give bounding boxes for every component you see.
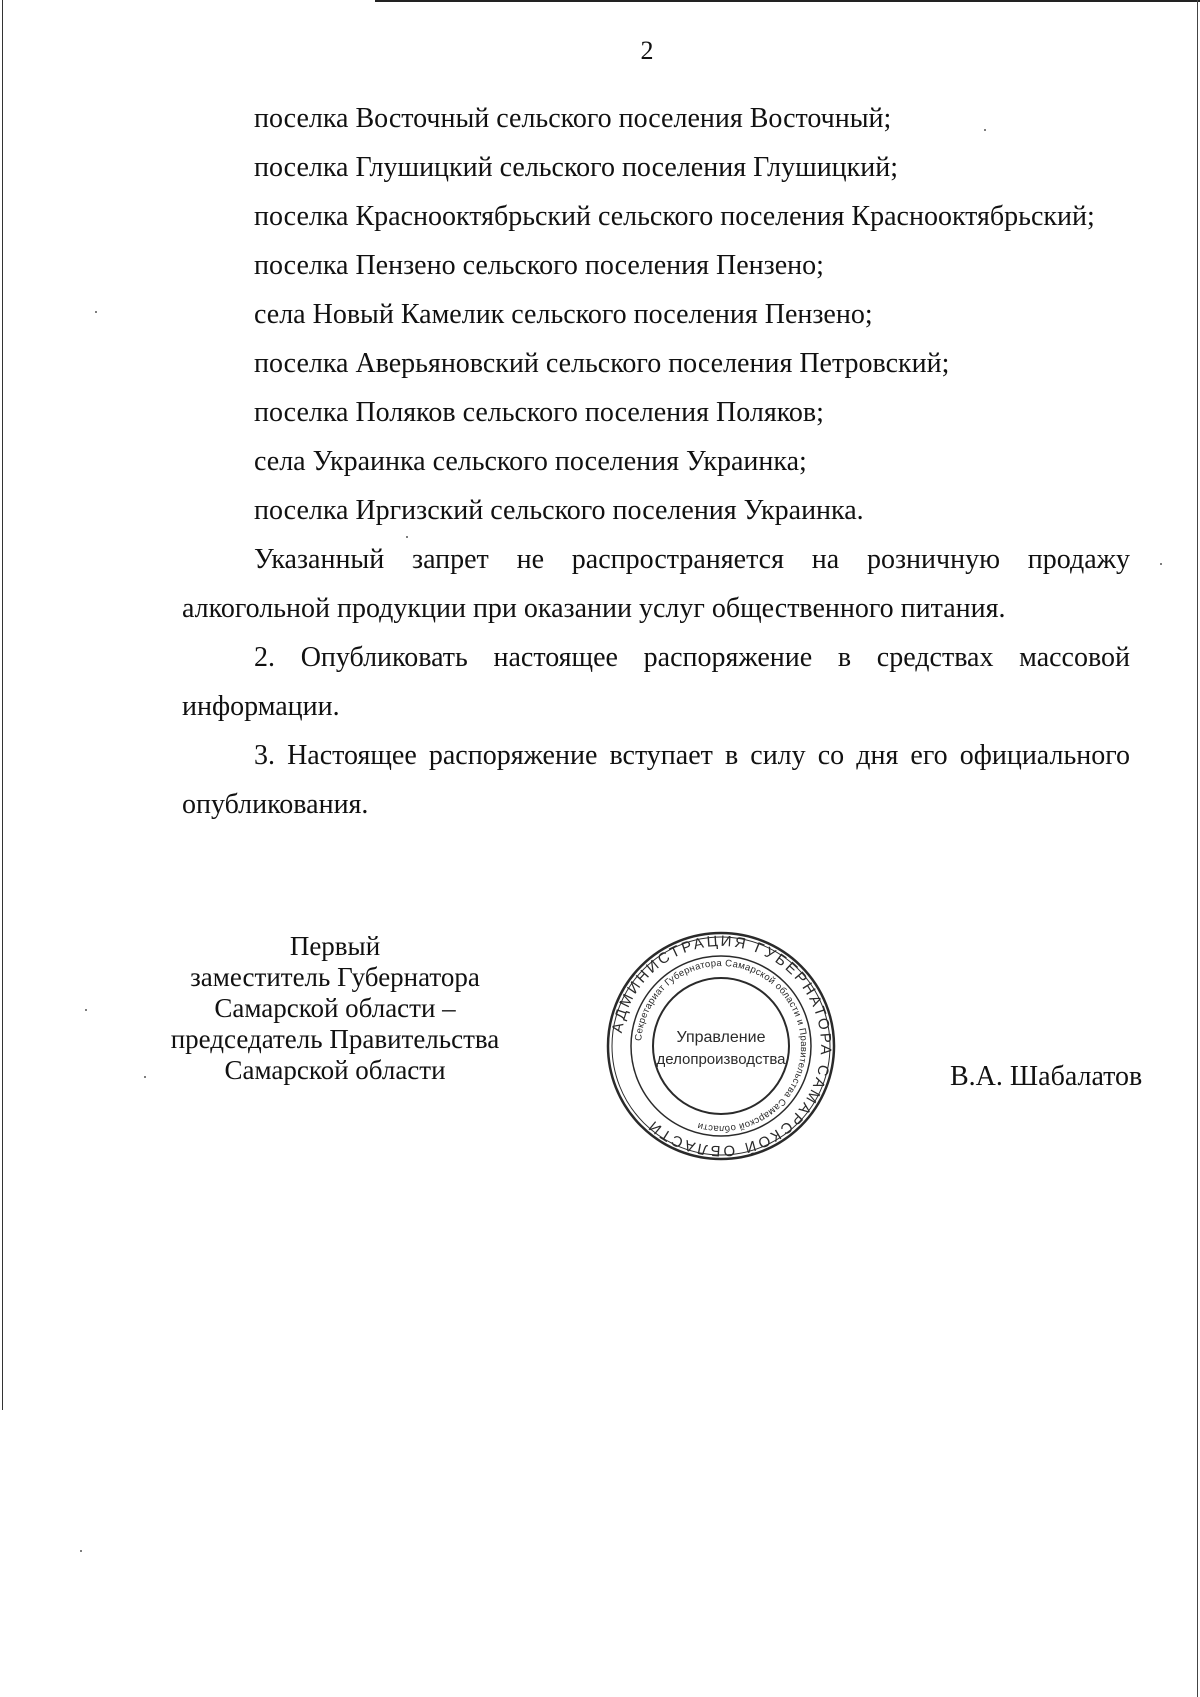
list-item: поселка Иргизский сельского поселения Украинка.	[254, 495, 864, 526]
scan-right-edge	[1197, 0, 1198, 1697]
paragraph-continuation: опубликования.	[182, 789, 369, 820]
scan-speck	[1160, 563, 1162, 565]
scan-speck	[406, 536, 408, 538]
seal-inner-text: Секретариат Губернатора Самарской области и Правительства Самарской области	[633, 957, 810, 1135]
seal-middle-ring	[631, 956, 811, 1136]
signer-title	[160, 931, 510, 1086]
paragraph-exception	[182, 535, 1130, 633]
seal-inner-ring	[653, 978, 789, 1114]
list-item: поселка Аверьяновский сельского поселения Петровский;	[254, 348, 950, 379]
seal-outer-text: АДМИНИСТРАЦИЯ ГУБЕРНАТОРА САМАРСКОЙ ОБЛАСТИ	[608, 932, 835, 1160]
paragraph-first-line: 3. Настоящее распоряжение вступает в силу со дня его официального	[254, 740, 1130, 771]
list-item: села Украинка сельского поселения Украинка;	[254, 446, 807, 477]
paragraph-effective	[182, 731, 1130, 829]
signer-title-line: председатель Правительства	[170, 1024, 500, 1054]
paragraph-continuation: алкогольной продукции при оказании услуг общественного питания.	[182, 593, 1006, 624]
list-item: поселка Глушицкий сельского поселения Глушицкий;	[254, 152, 899, 183]
signer-title-line: Самарской области	[224, 1055, 446, 1085]
signer-title-line: Самарской области –	[214, 993, 456, 1023]
scan-speck	[984, 129, 986, 131]
list-item: поселка Поляков сельского поселения Поляков;	[254, 397, 824, 428]
list-item: поселка Пензено сельского поселения Пензено;	[254, 250, 824, 281]
scan-speck	[95, 311, 97, 313]
scan-left-edge	[2, 0, 3, 1410]
list-item: села Новый Камелик сельского поселения Пензено;	[254, 299, 873, 330]
settlement-list	[254, 94, 1095, 535]
scan-top-edge	[375, 0, 1200, 2]
paragraph-continuation: информации.	[182, 691, 340, 722]
signer-title-line: заместитель Губернатора	[190, 962, 480, 992]
scan-speck	[85, 1009, 87, 1011]
scan-speck	[80, 1550, 82, 1552]
seal-center-line-1: Управление	[676, 1029, 766, 1046]
paragraph-publish	[182, 633, 1130, 731]
list-item: поселка Восточный сельского поселения Восточный;	[254, 103, 892, 134]
paragraph-first-line: 2. Опубликовать настоящее распоряжение в средствах массовой	[254, 642, 1130, 673]
seal-center-line-2: делопроизводства	[656, 1051, 786, 1068]
signer-name: В.А. Шабалатов	[950, 1061, 1143, 1092]
page-number: 2	[640, 36, 654, 65]
official-seal-stamp	[605, 930, 837, 1162]
list-item: поселка Краснооктябрьский сельского поселения Краснооктябрьский;	[254, 201, 1095, 232]
signer-title-line: Первый	[289, 931, 381, 961]
paragraph-first-line: Указанный запрет не распространяется на розничную продажу	[254, 544, 1130, 575]
scan-speck	[144, 1076, 146, 1078]
